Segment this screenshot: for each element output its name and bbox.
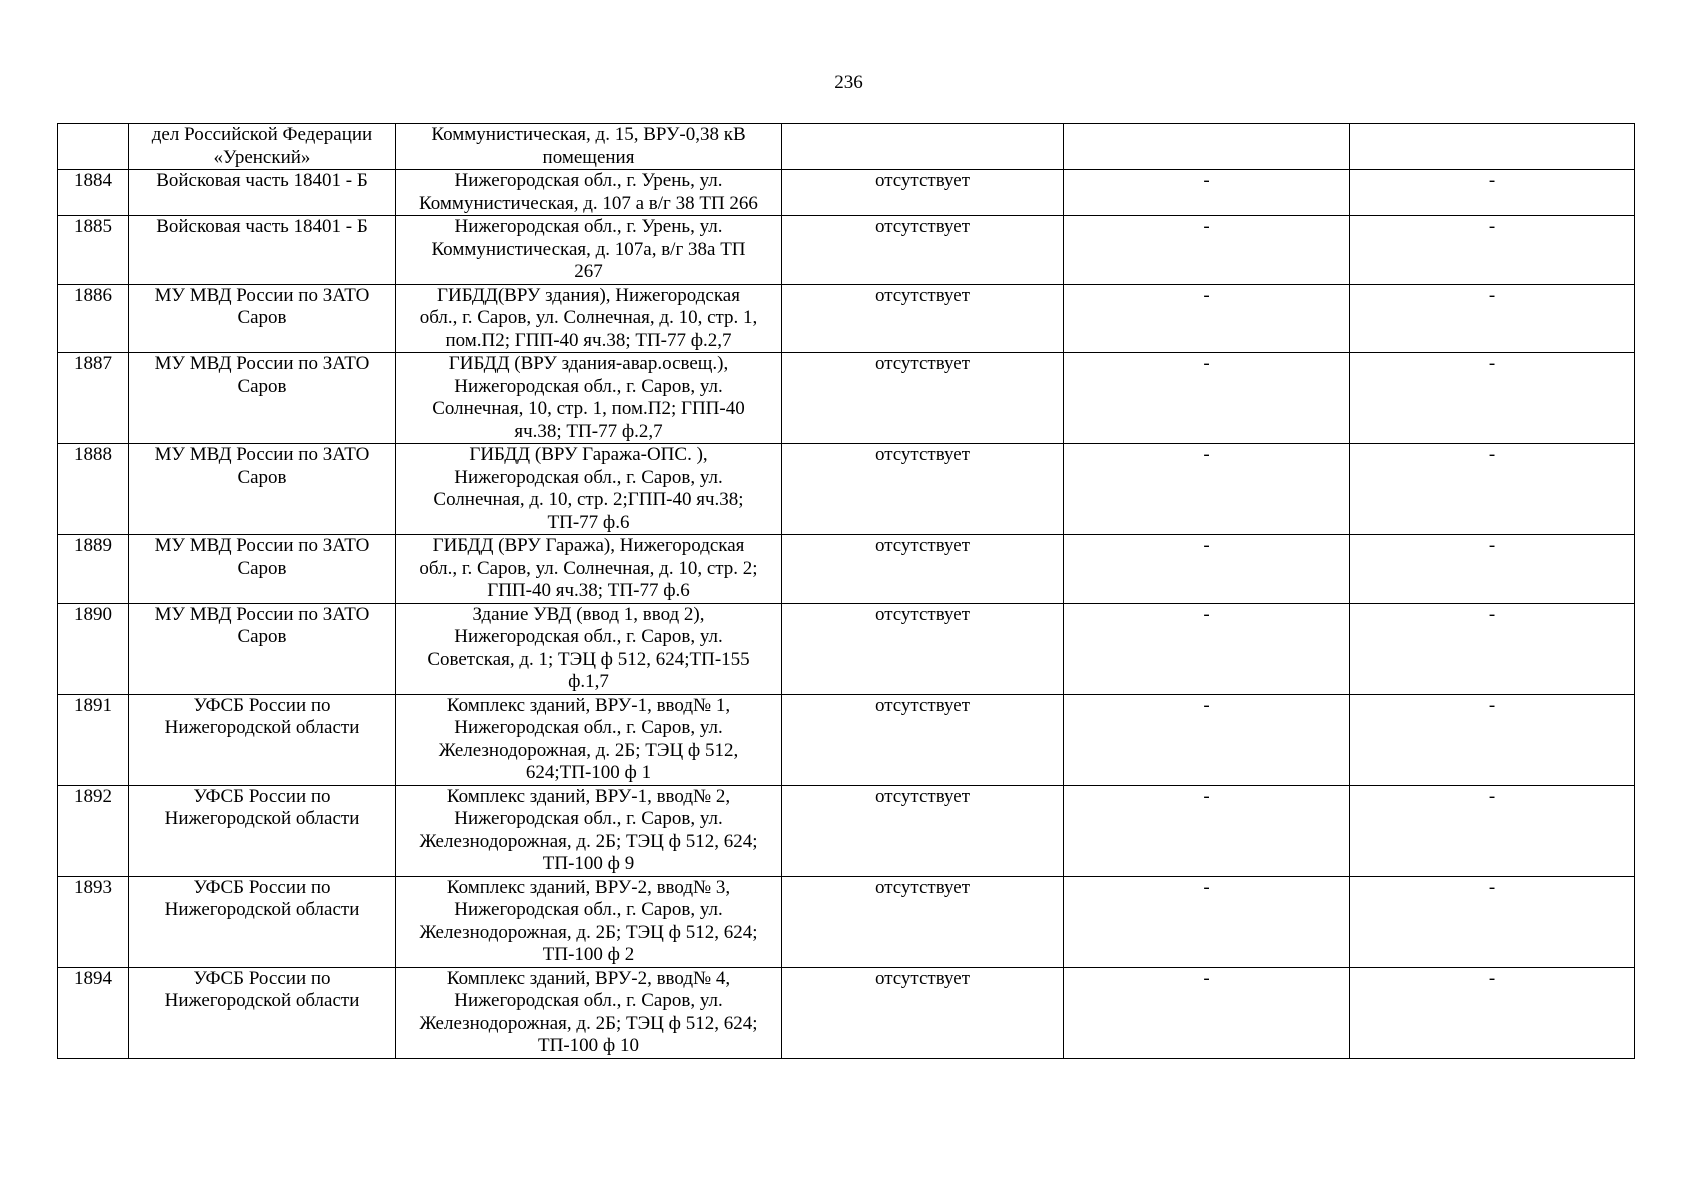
status-cell: отсутствует (782, 284, 1064, 353)
organization-cell: УФСБ России по Нижегородской области (129, 694, 396, 785)
status-cell: отсутствует (782, 603, 1064, 694)
row-number-cell (58, 124, 129, 170)
table-row (58, 124, 1635, 170)
organization-cell: Войсковая часть 18401 - Б (129, 216, 396, 285)
address-cell: ГИБДД (ВРУ Гаража), Нижегородская обл., г. Саров, ул. Солнечная, д. 10, стр. 2; ГПП-40 яч.38; ТП-77 ф.6 (396, 535, 782, 604)
table-row (58, 603, 1635, 694)
status-cell: отсутствует (782, 694, 1064, 785)
table-row (58, 535, 1635, 604)
table-row (58, 444, 1635, 535)
table-row (58, 353, 1635, 444)
address-cell: Комплекс зданий, ВРУ-2, ввод№ 3, Нижегородская обл., г. Саров, ул. Железнодорожная, д. 2Б; ТЭЦ ф 512, 624; ТП-100 ф 2 (396, 876, 782, 967)
value-cell-5: - (1064, 967, 1350, 1058)
address-cell: Нижегородская обл., г. Урень, ул. Коммунистическая, д. 107а, в/г 38а ТП 267 (396, 216, 782, 285)
organization-cell: МУ МВД России по ЗАТО Саров (129, 535, 396, 604)
value-cell-5: - (1064, 876, 1350, 967)
status-cell: отсутствует (782, 216, 1064, 285)
row-number-cell: 1887 (58, 353, 129, 444)
address-cell: Комплекс зданий, ВРУ-1, ввод№ 2, Нижегородская обл., г. Саров, ул. Железнодорожная, д. 2Б; ТЭЦ ф 512, 624; ТП-100 ф 9 (396, 785, 782, 876)
data-table (57, 123, 1635, 1059)
status-cell: отсутствует (782, 876, 1064, 967)
value-cell-5: - (1064, 603, 1350, 694)
value-cell-5: - (1064, 694, 1350, 785)
table-row (58, 967, 1635, 1058)
address-cell: ГИБДД(ВРУ здания), Нижегородская обл., г. Саров, ул. Солнечная, д. 10, стр. 1, пом.П2; ГПП-40 яч.38; ТП-77 ф.2,7 (396, 284, 782, 353)
address-cell: Нижегородская обл., г. Урень, ул. Коммунистическая, д. 107 а в/г 38 ТП 266 (396, 170, 782, 216)
table-row (58, 876, 1635, 967)
table-row (58, 216, 1635, 285)
row-number-cell: 1894 (58, 967, 129, 1058)
organization-cell: УФСБ России по Нижегородской области (129, 876, 396, 967)
status-cell: отсутствует (782, 444, 1064, 535)
status-cell: отсутствует (782, 967, 1064, 1058)
value-cell-6: - (1350, 785, 1635, 876)
row-number-cell: 1888 (58, 444, 129, 535)
organization-cell: МУ МВД России по ЗАТО Саров (129, 284, 396, 353)
organization-cell: МУ МВД России по ЗАТО Саров (129, 353, 396, 444)
value-cell-5: - (1064, 170, 1350, 216)
row-number-cell: 1889 (58, 535, 129, 604)
value-cell-6: - (1350, 353, 1635, 444)
value-cell-5: - (1064, 216, 1350, 285)
status-cell (782, 124, 1064, 170)
row-number-cell: 1890 (58, 603, 129, 694)
table-row (58, 694, 1635, 785)
value-cell-5 (1064, 124, 1350, 170)
row-number-cell: 1885 (58, 216, 129, 285)
status-cell: отсутствует (782, 353, 1064, 444)
value-cell-6: - (1350, 967, 1635, 1058)
address-cell: ГИБДД (ВРУ Гаража-ОПС. ), Нижегородская обл., г. Саров, ул. Солнечная, д. 10, стр. 2;ГПП-40 яч.38; ТП-77 ф.6 (396, 444, 782, 535)
organization-cell: дел Российской Федерации «Уренский» (129, 124, 396, 170)
row-number-cell: 1893 (58, 876, 129, 967)
address-cell: Здание УВД (ввод 1, ввод 2), Нижегородская обл., г. Саров, ул. Советская, д. 1; ТЭЦ ф 512, 624;ТП-155 ф.1,7 (396, 603, 782, 694)
value-cell-5: - (1064, 535, 1350, 604)
table-row (58, 170, 1635, 216)
status-cell: отсутствует (782, 785, 1064, 876)
value-cell-6: - (1350, 603, 1635, 694)
status-cell: отсутствует (782, 535, 1064, 604)
value-cell-6: - (1350, 444, 1635, 535)
value-cell-5: - (1064, 353, 1350, 444)
value-cell-5: - (1064, 444, 1350, 535)
value-cell-5: - (1064, 284, 1350, 353)
organization-cell: Войсковая часть 18401 - Б (129, 170, 396, 216)
value-cell-5: - (1064, 785, 1350, 876)
value-cell-6 (1350, 124, 1635, 170)
organization-cell: УФСБ России по Нижегородской области (129, 967, 396, 1058)
address-cell: Комплекс зданий, ВРУ-2, ввод№ 4, Нижегородская обл., г. Саров, ул. Железнодорожная, д. 2Б; ТЭЦ ф 512, 624; ТП-100 ф 10 (396, 967, 782, 1058)
row-number-cell: 1884 (58, 170, 129, 216)
value-cell-6: - (1350, 535, 1635, 604)
table-row (58, 284, 1635, 353)
row-number-cell: 1891 (58, 694, 129, 785)
address-cell: Комплекс зданий, ВРУ-1, ввод№ 1, Нижегородская обл., г. Саров, ул. Железнодорожная, д. 2Б; ТЭЦ ф 512, 624;ТП-100 ф 1 (396, 694, 782, 785)
value-cell-6: - (1350, 170, 1635, 216)
organization-cell: УФСБ России по Нижегородской области (129, 785, 396, 876)
status-cell: отсутствует (782, 170, 1064, 216)
organization-cell: МУ МВД России по ЗАТО Саров (129, 444, 396, 535)
value-cell-6: - (1350, 216, 1635, 285)
organization-cell: МУ МВД России по ЗАТО Саров (129, 603, 396, 694)
value-cell-6: - (1350, 694, 1635, 785)
table-row (58, 785, 1635, 876)
value-cell-6: - (1350, 284, 1635, 353)
address-cell: Коммунистическая, д. 15, ВРУ-0,38 кВ помещения (396, 124, 782, 170)
row-number-cell: 1886 (58, 284, 129, 353)
address-cell: ГИБДД (ВРУ здания-авар.освещ.), Нижегородская обл., г. Саров, ул. Солнечная, 10, стр. 1, пом.П2; ГПП-40 яч.38; ТП-77 ф.2,7 (396, 353, 782, 444)
page-number: 236 (834, 72, 863, 93)
row-number-cell: 1892 (58, 785, 129, 876)
value-cell-6: - (1350, 876, 1635, 967)
